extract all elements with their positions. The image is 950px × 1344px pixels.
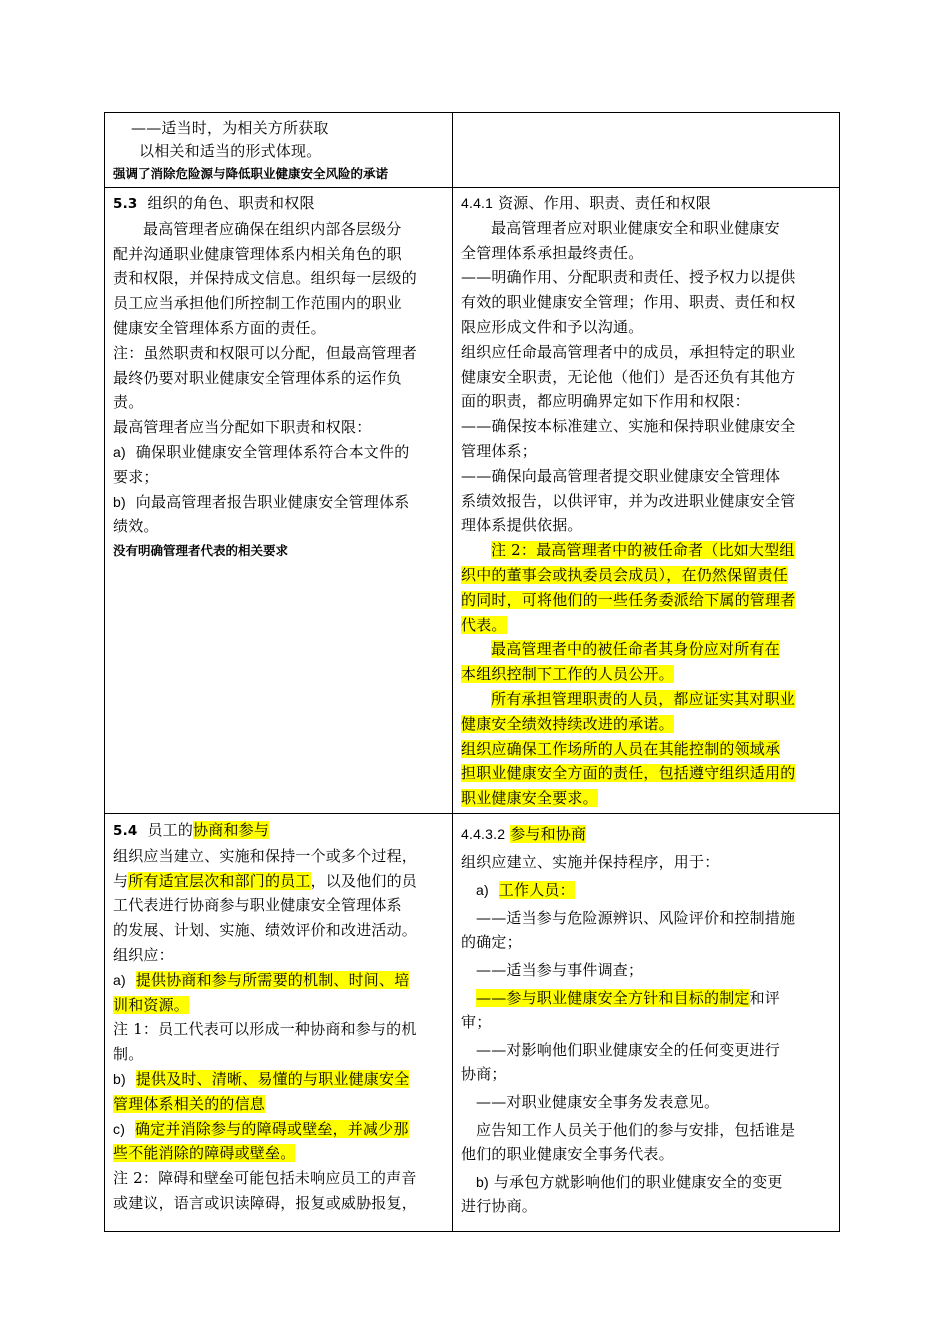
list-marker: a): [113, 443, 126, 460]
text-line: 协商；: [461, 1065, 507, 1083]
highlighted-text: 健康安全绩效持续改进的承诺。: [461, 714, 674, 733]
right-cell: [453, 188, 840, 814]
text-line: 限应形成文件和予以沟通。: [461, 317, 644, 336]
highlighted-text: 确定并消除参与的障碍或壁垒，并减少那: [135, 1119, 409, 1138]
left-cell: [105, 814, 453, 1232]
text-line: 有效的职业健康安全管理；作用、职责、责任和权: [461, 293, 796, 312]
highlighted-text: 参与和协商: [510, 825, 587, 843]
text-line: 组织应任命最高管理者中的成员，承担特定的职业: [461, 342, 796, 361]
left-cell: [105, 113, 453, 188]
text-line: 全管理体系承担最终责任。: [461, 243, 644, 262]
highlighted-text: 代表。: [461, 615, 507, 634]
text-line: 与承包方就影响他们的职业健康安全的变更: [493, 1173, 783, 1191]
left-cell: [105, 188, 453, 814]
list-marker: a): [476, 882, 489, 898]
highlighted-text: ——参与职业健康安全方针和目标的制定: [476, 989, 750, 1007]
text-line: 最高管理者应对职业健康安全和职业健康安: [491, 218, 780, 237]
comparison-table: [104, 112, 840, 1232]
text-line: 配并沟通职业健康管理体系内相关角色的职: [113, 244, 402, 263]
table-row: [105, 188, 840, 814]
list-marker: b): [113, 493, 126, 510]
clause-title: 组织的角色、职责和权限: [147, 194, 315, 212]
text-line: 理体系提供依据。: [461, 516, 583, 535]
text-line: 与: [113, 871, 129, 890]
text-line: 责。: [113, 393, 144, 412]
text-line: ——确保按本标准建立、实施和保持职业健康安全: [461, 417, 796, 436]
text-line: ——适当参与危险源辨识、风险评价和控制措施: [476, 909, 796, 927]
remark-note: 没有明确管理者代表的相关要求: [113, 543, 289, 559]
highlighted-text: 最高管理者中的被任命者其身份应对所有在: [491, 640, 780, 659]
text-line: 审；: [461, 1013, 492, 1031]
right-cell: [453, 113, 840, 188]
text-line: 管理体系；: [461, 441, 538, 460]
text-line: 最高管理者应确保在组织内部各层级分: [143, 219, 402, 238]
highlighted-text: 本组织控制下工作的人员公开。: [461, 665, 674, 684]
text-line: ——适当参与事件调查；: [476, 961, 644, 979]
text-line: 组织应当建立、实施和保持一个或多个过程，: [113, 846, 418, 865]
clause-number: 5.3: [113, 196, 138, 212]
text-line: 注 2：障碍和壁垒可能包括未响应员工的声音: [113, 1169, 417, 1188]
clause-number: 4.4.1: [461, 195, 494, 211]
highlighted-text: 协商和参与: [193, 821, 270, 839]
clause-number: 5.4: [113, 823, 138, 839]
text-line: 系绩效报告，以供评审，并为改进职业健康安全管: [461, 491, 796, 510]
highlighted-text: 的同时，可将他们的一些任务委派给下属的管理者: [461, 590, 796, 609]
highlighted-text: 所有承担管理职责的人员，都应证实其对职业: [491, 689, 796, 708]
highlighted-text: 织中的董事会或执委员会成员），在仍然保留责任: [461, 565, 788, 584]
highlighted-text: 提供及时、清晰、易懂的与职业健康安全: [135, 1069, 410, 1088]
text-line: 和评: [749, 989, 781, 1007]
list-marker: b): [113, 1070, 126, 1087]
text-line: 注：虽然职责和权限可以分配，但最高管理者: [113, 343, 418, 362]
text-line: 健康安全管理体系方面的责任。: [113, 318, 326, 337]
text-line: ——确保向最高管理者提交职业健康安全管理体: [461, 466, 781, 485]
highlighted-text: 训和资源。: [113, 995, 190, 1014]
text-line: 组织应建立、实施并保持程序，用于：: [461, 853, 720, 871]
text-line: 或建议，语言或识读障碍，报复或威胁报复，: [113, 1193, 418, 1212]
text-line: 最高管理者应当分配如下职责和权限：: [113, 418, 372, 437]
highlighted-text: 注 2：最高管理者中的被任命者（比如大型组: [491, 541, 795, 560]
clause-title: 员工的: [147, 821, 194, 839]
text-line: 要求；: [113, 467, 159, 486]
text-line: 进行协商。: [461, 1197, 538, 1215]
text-line: 确保职业健康安全管理体系符合本文件的: [135, 442, 410, 461]
highlighted-text: 管理体系相关的的信息: [113, 1094, 266, 1113]
remark-note: 强调了消除危险源与降低职业健康安全风险的承诺: [113, 166, 389, 181]
table-row: [105, 113, 840, 188]
text-line: ——对影响他们职业健康安全的任何变更进行: [476, 1041, 781, 1059]
list-marker: c): [113, 1120, 126, 1137]
highlighted-text: 职业健康安全要求。: [461, 789, 598, 808]
clause-title: 资源、作用、职责、责任和权限: [498, 194, 711, 212]
right-cell: [453, 814, 840, 1232]
text-line: 最终仍要对职业健康安全管理体系的运作负: [113, 368, 402, 387]
text-line: ——对职业健康安全事务发表意见。: [476, 1093, 720, 1111]
list-marker: a): [113, 971, 126, 988]
text-line: ——明确作用、分配职责和责任、授予权力以提供: [461, 268, 796, 287]
text-line: 以相关和适当的形式体现。: [139, 142, 322, 160]
text-line: 员工应当承担他们所控制工作范围内的职业: [113, 294, 402, 313]
text-line: 组织应：: [113, 945, 174, 964]
list-marker: b): [476, 1174, 489, 1190]
text-line: 健康安全职责，无论他（他们）是否还负有其他方: [461, 367, 796, 386]
text-line: 制。: [113, 1045, 144, 1064]
highlighted-text: 些不能消除的障碍或壁垒。: [113, 1144, 296, 1163]
highlighted-text: 担职业健康安全方面的责任，包括遵守组织适用的: [461, 764, 796, 783]
highlighted-text: 组织应确保工作场所的人员在其能控制的领域承: [461, 739, 781, 758]
highlighted-text: 工作人员：: [498, 881, 575, 899]
clause-number: 4.4.3.2: [461, 826, 506, 842]
text-line: 工代表进行协商参与职业健康安全管理体系: [113, 896, 402, 915]
text-line: 面的职责，都应明确界定如下作用和权限：: [461, 392, 750, 411]
highlighted-text: 提供协商和参与所需要的机制、时间、培: [135, 970, 410, 989]
text-line: 注 1：员工代表可以形成一种协商和参与的机: [113, 1020, 417, 1039]
text-line: 他们的职业健康安全事务代表。: [461, 1145, 674, 1163]
highlighted-text: 所有适宜层次和部门的员工: [128, 871, 311, 890]
text-line: 绩效。: [113, 517, 159, 536]
text-line: 的发展、计划、实施、绩效评价和改进活动。: [113, 921, 418, 940]
text-line: 的确定；: [461, 933, 522, 951]
table-row: [105, 814, 840, 1232]
text-line: ——适当时，为相关方所获取: [131, 119, 329, 137]
text-line: 责和权限，并保持成文信息。组织每一层级的: [113, 269, 418, 288]
text-line: ，以及他们的员: [310, 871, 418, 890]
text-line: 应告知工作人员关于他们的参与安排，包括谁是: [476, 1121, 796, 1139]
text-line: 向最高管理者报告职业健康安全管理体系: [135, 492, 410, 511]
